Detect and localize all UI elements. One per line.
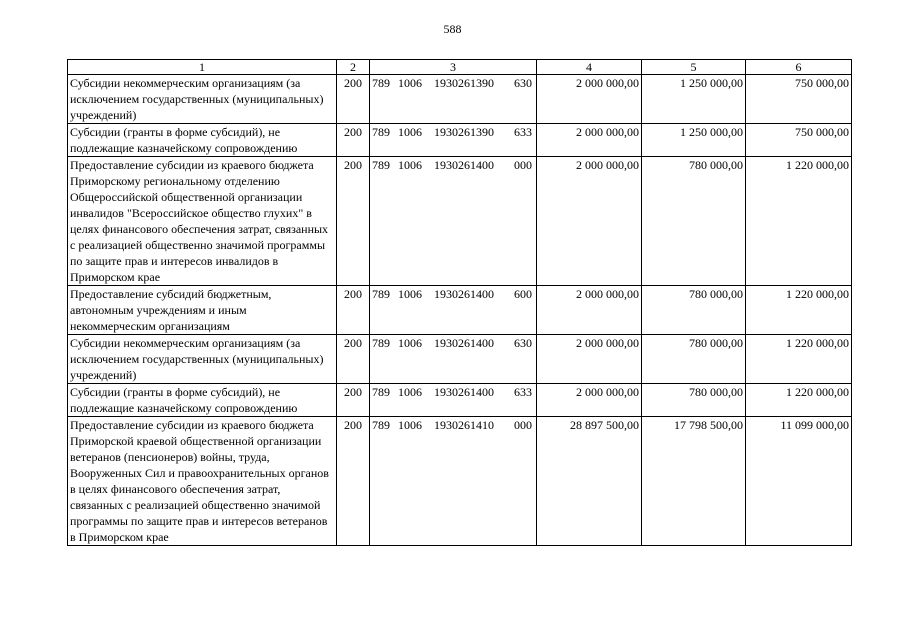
- row-amount-year3: 1 220 000,00: [746, 384, 852, 417]
- code-ministry: 789: [372, 158, 390, 172]
- row-amount-year1: 2 000 000,00: [537, 335, 642, 384]
- code-target: 1930261400: [434, 336, 494, 350]
- row-gr-cell: 200: [337, 384, 370, 417]
- row-amount-year1: 2 000 000,00: [537, 124, 642, 157]
- table-row: [68, 157, 852, 286]
- code-target: 1930261390: [434, 125, 494, 139]
- row-amount-year2: 17 798 500,00: [642, 417, 746, 546]
- code-expense-type: 000: [514, 158, 532, 172]
- row-code-cell: [370, 75, 537, 124]
- row-code-cell: [370, 124, 537, 157]
- header-cell: 5: [642, 60, 746, 75]
- row-amount-year2: 780 000,00: [642, 286, 746, 335]
- row-gr-cell: 200: [337, 417, 370, 546]
- table-row: [68, 384, 852, 417]
- row-amount-year3: 1 220 000,00: [746, 286, 852, 335]
- table-row: [68, 335, 852, 384]
- row-name-cell: Предоставление субсидии из краевого бюджета Приморскому региональному отделению Общероссийской общественной организации инвалидов "Всероссийское общество глухих" в целях финансового обеспечения затрат, связанных с реализацией общественно значимой программы по защите прав и интересов инвалидов в Приморском крае: [68, 157, 337, 286]
- code-target: 1930261410: [434, 418, 494, 432]
- row-amount-year3: 750 000,00: [746, 75, 852, 124]
- table-row: [68, 75, 852, 124]
- row-code-cell: [370, 335, 537, 384]
- row-amount-year3: 11 099 000,00: [746, 417, 852, 546]
- row-gr-cell: 200: [337, 335, 370, 384]
- row-amount-year1: 2 000 000,00: [537, 157, 642, 286]
- table-row: [68, 286, 852, 335]
- header-cell: 6: [746, 60, 852, 75]
- budget-table: [67, 59, 852, 546]
- row-name-cell: Предоставление субсидий бюджетным, автономным учреждениям и иным некоммерческим организациям: [68, 286, 337, 335]
- code-target: 1930261400: [434, 158, 494, 172]
- code-expense-type: 630: [514, 336, 532, 350]
- row-code-cell: [370, 417, 537, 546]
- row-amount-year2: 1 250 000,00: [642, 75, 746, 124]
- header-cell: 4: [537, 60, 642, 75]
- row-amount-year3: 750 000,00: [746, 124, 852, 157]
- header-cell: 1: [68, 60, 337, 75]
- code-expense-type: 633: [514, 385, 532, 399]
- row-amount-year2: 780 000,00: [642, 335, 746, 384]
- table-row: [68, 417, 852, 546]
- row-amount-year1: 2 000 000,00: [537, 286, 642, 335]
- code-expense-type: 600: [514, 287, 532, 301]
- code-ministry: 789: [372, 336, 390, 350]
- code-section: 1006: [398, 76, 422, 90]
- code-expense-type: 000: [514, 418, 532, 432]
- row-amount-year1: 2 000 000,00: [537, 384, 642, 417]
- row-amount-year3: 1 220 000,00: [746, 335, 852, 384]
- row-amount-year2: 1 250 000,00: [642, 124, 746, 157]
- row-name-cell: Субсидии некоммерческим организациям (за исключением государственных (муниципальных) учреждений): [68, 75, 337, 124]
- row-name-cell: Предоставление субсидии из краевого бюджета Приморской краевой общественной организации ветеранов (пенсионеров) войны, труда, Вооруженных Сил и правоохранительных органов в целях финансового обеспечения затрат, связанных с реализацией общественно значимой программы по защите прав и интересов ветеранов в Приморском крае: [68, 417, 337, 546]
- row-amount-year2: 780 000,00: [642, 384, 746, 417]
- code-ministry: 789: [372, 287, 390, 301]
- code-section: 1006: [398, 336, 422, 350]
- row-name-cell: Субсидии (гранты в форме субсидий), не подлежащие казначейскому сопровождению: [68, 384, 337, 417]
- row-gr-cell: 200: [337, 286, 370, 335]
- row-amount-year3: 1 220 000,00: [746, 157, 852, 286]
- code-target: 1930261400: [434, 287, 494, 301]
- row-gr-cell: 200: [337, 124, 370, 157]
- row-code-cell: [370, 157, 537, 286]
- row-name-cell: Субсидии (гранты в форме субсидий), не подлежащие казначейскому сопровождению: [68, 124, 337, 157]
- row-name-cell: Субсидии некоммерческим организациям (за исключением государственных (муниципальных) учреждений): [68, 335, 337, 384]
- row-amount-year2: 780 000,00: [642, 157, 746, 286]
- row-gr-cell: 200: [337, 157, 370, 286]
- table-row: [68, 124, 852, 157]
- code-expense-type: 633: [514, 125, 532, 139]
- code-section: 1006: [398, 125, 422, 139]
- code-section: 1006: [398, 385, 422, 399]
- code-ministry: 789: [372, 76, 390, 90]
- row-gr-cell: 200: [337, 75, 370, 124]
- code-target: 1930261400: [434, 385, 494, 399]
- row-amount-year1: 2 000 000,00: [537, 75, 642, 124]
- row-code-cell: [370, 286, 537, 335]
- code-ministry: 789: [372, 418, 390, 432]
- table-body: [68, 75, 852, 546]
- code-target: 1930261390: [434, 76, 494, 90]
- code-ministry: 789: [372, 125, 390, 139]
- header-cell: 3: [370, 60, 537, 75]
- code-section: 1006: [398, 158, 422, 172]
- header-cell: 2: [337, 60, 370, 75]
- header-row: [68, 60, 852, 75]
- code-ministry: 789: [372, 385, 390, 399]
- code-section: 1006: [398, 418, 422, 432]
- code-section: 1006: [398, 287, 422, 301]
- page-number: 588: [443, 22, 462, 36]
- code-expense-type: 630: [514, 76, 532, 90]
- row-code-cell: [370, 384, 537, 417]
- row-amount-year1: 28 897 500,00: [537, 417, 642, 546]
